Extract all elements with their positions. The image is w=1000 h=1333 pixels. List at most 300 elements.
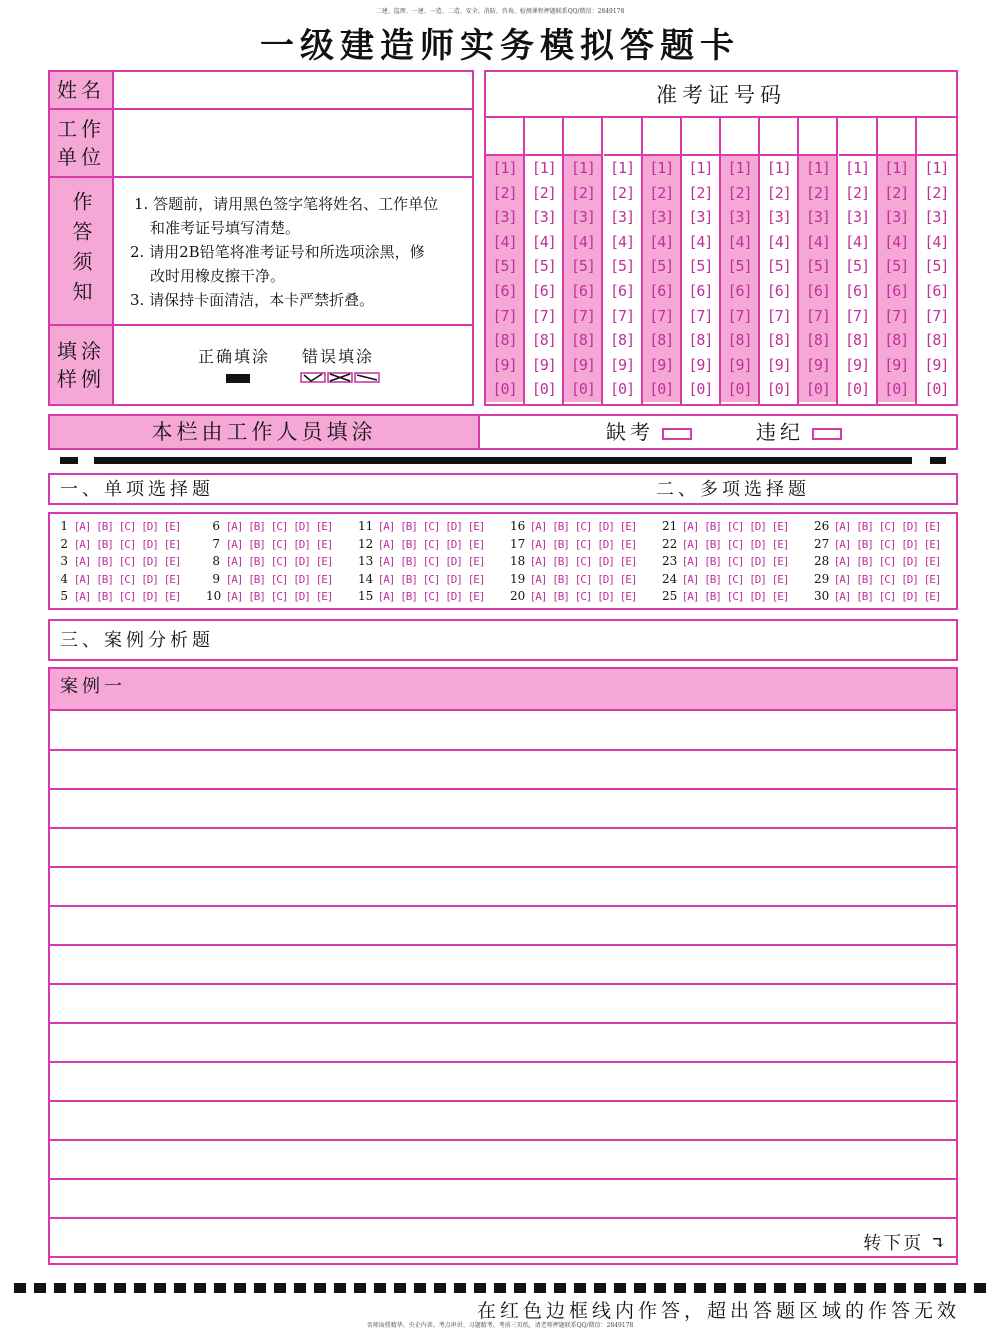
digit-bubble[interactable]: [3] <box>924 208 949 227</box>
digit-bubble[interactable]: [1] <box>845 159 870 177</box>
digit-bubble[interactable]: [0] <box>766 380 791 399</box>
digit-bubble[interactable]: [9] <box>649 355 674 374</box>
option-bubble[interactable]: [B] <box>546 537 569 551</box>
option-bubble[interactable]: [D] <box>287 572 310 586</box>
option-bubble[interactable]: [B] <box>90 520 113 533</box>
option-bubble[interactable]: [C] <box>873 555 896 569</box>
option-bubble[interactable]: [B] <box>90 555 113 569</box>
digit-bubble[interactable]: [4] <box>845 232 870 251</box>
option-bubble[interactable]: [A] <box>68 555 91 569</box>
option-bubble[interactable]: [A] <box>524 572 547 586</box>
digit-bubble[interactable]: [9] <box>531 355 556 374</box>
option-bubble[interactable]: [E] <box>462 520 485 533</box>
digit-bubble[interactable]: [5] <box>570 257 595 276</box>
option-bubble[interactable]: [E] <box>614 572 637 586</box>
timing-dash-line <box>14 1283 986 1293</box>
digit-bubble[interactable]: [6] <box>610 281 635 300</box>
option-bubble[interactable]: [E] <box>766 537 789 551</box>
option-bubble[interactable]: [D] <box>895 572 918 586</box>
option-bubble[interactable]: [C] <box>873 590 896 604</box>
option-bubble[interactable]: [A] <box>68 572 91 586</box>
option-bubble[interactable]: [D] <box>439 572 462 586</box>
option-bubble[interactable]: [C] <box>417 572 440 586</box>
choice-question <box>206 571 333 589</box>
digit-bubble[interactable]: [3] <box>766 208 791 227</box>
option-bubble[interactable]: [D] <box>591 555 614 569</box>
digit-bubble[interactable]: [5] <box>610 257 635 276</box>
option-bubble[interactable]: [A] <box>524 537 547 551</box>
digit-bubble[interactable]: [9] <box>610 355 635 374</box>
violation-box[interactable] <box>812 428 842 440</box>
digit-bubble[interactable]: [8] <box>845 331 870 350</box>
digit-bubble[interactable]: [4] <box>570 232 595 251</box>
option-bubble[interactable]: [D] <box>743 590 766 604</box>
option-bubble[interactable]: [A] <box>372 537 395 551</box>
option-bubble[interactable]: [C] <box>569 555 592 569</box>
digit-bubble[interactable]: [9] <box>570 355 595 374</box>
option-bubble[interactable]: [D] <box>439 555 462 569</box>
exam-digit-write-box[interactable] <box>799 118 836 156</box>
digit-bubble[interactable]: [6] <box>688 281 713 300</box>
option-bubble[interactable]: [D] <box>895 590 918 604</box>
digit-bubble[interactable]: [0] <box>610 380 635 399</box>
digit-bubble[interactable]: [4] <box>531 232 556 251</box>
digit-bubble[interactable]: [4] <box>924 232 949 251</box>
digit-bubble[interactable]: [7] <box>727 306 752 325</box>
digit-bubble[interactable]: [3] <box>727 208 752 227</box>
digit-bubble[interactable]: [3] <box>649 208 674 227</box>
digit-bubble[interactable]: [3] <box>531 208 556 227</box>
option-bubble[interactable]: [E] <box>918 537 941 551</box>
option-bubble[interactable]: [E] <box>310 537 333 551</box>
option-bubble[interactable]: [E] <box>158 537 181 551</box>
option-bubble[interactable]: [A] <box>68 590 91 604</box>
question-number: 15 <box>358 589 374 604</box>
digit-bubble[interactable]: [9] <box>924 355 949 374</box>
option-bubble[interactable]: [A] <box>68 520 91 533</box>
option-bubble[interactable]: [E] <box>158 520 181 533</box>
option-bubble[interactable]: [E] <box>918 520 941 533</box>
digit-bubble[interactable]: [2] <box>610 183 635 202</box>
digit-bubble[interactable]: [7] <box>924 306 949 325</box>
option-bubble[interactable]: [A] <box>828 537 851 551</box>
digit-bubble[interactable]: [6] <box>924 281 949 300</box>
digit-bubble[interactable]: [1] <box>570 159 595 177</box>
digit-bubble[interactable]: [0] <box>570 380 595 399</box>
digit-bubble[interactable]: [5] <box>766 257 791 276</box>
digit-bubble[interactable]: [9] <box>766 355 791 374</box>
exam-digit-write-box[interactable] <box>721 118 758 156</box>
digit-bubble[interactable]: [2] <box>727 183 752 202</box>
digit-bubble[interactable]: [1] <box>727 159 752 177</box>
digit-bubble[interactable]: [9] <box>688 355 713 374</box>
digit-bubble[interactable]: [8] <box>531 331 556 350</box>
digit-bubble[interactable]: [2] <box>492 183 517 202</box>
choice-question <box>206 536 333 554</box>
digit-bubble[interactable]: [1] <box>688 159 713 177</box>
digit-bubble[interactable]: [6] <box>531 281 556 300</box>
exam-digit-write-box[interactable] <box>682 118 719 156</box>
timing-bar <box>94 457 912 464</box>
option-bubble[interactable]: [C] <box>721 520 744 533</box>
option-bubble[interactable]: [C] <box>569 590 592 604</box>
option-bubble[interactable]: [C] <box>113 572 136 586</box>
option-bubble[interactable]: [A] <box>220 572 243 586</box>
exam-digit-write-box[interactable] <box>643 118 680 156</box>
digit-bubble[interactable]: [0] <box>845 380 870 399</box>
absent-item[interactable] <box>606 416 692 448</box>
choice-question <box>814 536 941 554</box>
digit-bubble[interactable]: [8] <box>924 331 949 350</box>
option-bubble[interactable]: [D] <box>135 520 158 533</box>
digit-bubble[interactable]: [3] <box>492 208 517 227</box>
option-bubble[interactable]: [B] <box>698 520 721 533</box>
option-bubble[interactable]: [A] <box>828 555 851 569</box>
option-bubble[interactable]: [A] <box>676 555 699 569</box>
option-bubble[interactable]: [C] <box>417 590 440 604</box>
option-bubble[interactable]: [A] <box>828 520 851 533</box>
option-bubble[interactable]: [C] <box>721 572 744 586</box>
option-bubble[interactable]: [A] <box>828 572 851 586</box>
option-bubble[interactable]: [C] <box>569 520 592 533</box>
option-bubble[interactable]: [D] <box>135 572 158 586</box>
option-bubble[interactable]: [B] <box>698 590 721 604</box>
option-bubble[interactable]: [A] <box>676 537 699 551</box>
digit-bubble[interactable]: [1] <box>805 159 830 177</box>
digit-bubble[interactable]: [4] <box>805 232 830 251</box>
option-bubble[interactable]: [A] <box>220 590 243 604</box>
digit-bubble[interactable]: [5] <box>492 257 517 276</box>
option-bubble[interactable]: [B] <box>546 555 569 569</box>
option-bubble[interactable]: [C] <box>721 555 744 569</box>
option-bubble[interactable]: [E] <box>310 572 333 586</box>
notice-label: 作答须知 <box>50 178 114 324</box>
option-bubble[interactable]: [A] <box>372 572 395 586</box>
option-bubble[interactable]: [C] <box>417 555 440 569</box>
option-bubble[interactable]: [A] <box>524 555 547 569</box>
digit-bubble[interactable]: [8] <box>688 331 713 350</box>
option-bubble[interactable]: [A] <box>524 590 547 604</box>
option-bubble[interactable]: [C] <box>265 555 288 569</box>
digit-bubble[interactable]: [7] <box>610 306 635 325</box>
option-bubble[interactable]: [D] <box>743 537 766 551</box>
option-bubble[interactable]: [D] <box>743 572 766 586</box>
option-bubble[interactable]: [D] <box>591 520 614 533</box>
option-bubble[interactable]: [A] <box>372 590 395 604</box>
option-bubble[interactable]: [D] <box>591 572 614 586</box>
option-bubble[interactable]: [B] <box>242 590 265 604</box>
digit-bubble[interactable]: [6] <box>727 281 752 300</box>
digit-bubble[interactable]: [0] <box>492 380 517 399</box>
option-bubble[interactable]: [A] <box>676 572 699 586</box>
option-bubble[interactable]: [D] <box>287 537 310 551</box>
option-bubble[interactable]: [C] <box>113 555 136 569</box>
option-bubble[interactable]: [A] <box>372 555 395 569</box>
digit-bubble[interactable]: [0] <box>924 380 949 399</box>
option-bubble[interactable]: [B] <box>394 555 417 569</box>
option-bubble[interactable]: [C] <box>417 537 440 551</box>
digit-bubble[interactable]: [8] <box>727 331 752 350</box>
exam-digit-write-box[interactable] <box>486 118 523 156</box>
option-bubble[interactable]: [B] <box>698 555 721 569</box>
digit-bubble[interactable]: [6] <box>570 281 595 300</box>
digit-bubble[interactable]: [2] <box>766 183 791 202</box>
digit-bubble[interactable]: [4] <box>649 232 674 251</box>
digit-bubble[interactable]: [8] <box>492 331 517 350</box>
option-bubble[interactable]: [B] <box>850 572 873 586</box>
option-bubble[interactable]: [B] <box>546 572 569 586</box>
digit-bubble[interactable]: [1] <box>649 159 674 177</box>
exam-digit-write-box[interactable] <box>564 118 601 156</box>
option-bubble[interactable]: [E] <box>766 555 789 569</box>
answer-line <box>50 827 956 829</box>
option-bubble[interactable]: [B] <box>850 520 873 533</box>
digit-bubble[interactable]: [2] <box>570 183 595 202</box>
digit-bubble[interactable]: [0] <box>688 380 713 399</box>
option-bubble[interactable]: [E] <box>158 555 181 569</box>
option-bubble[interactable]: [B] <box>242 572 265 586</box>
digit-bubble[interactable]: [5] <box>924 257 949 276</box>
digit-bubble[interactable]: [6] <box>805 281 830 300</box>
digit-bubble[interactable]: [9] <box>805 355 830 374</box>
digit-bubble[interactable]: [0] <box>805 380 830 399</box>
option-bubble[interactable]: [A] <box>220 555 243 569</box>
option-bubble[interactable]: [C] <box>721 590 744 604</box>
digit-bubble[interactable]: [6] <box>492 281 517 300</box>
option-bubble[interactable]: [E] <box>462 537 485 551</box>
digit-bubble[interactable]: [3] <box>805 208 830 227</box>
option-bubble[interactable]: [D] <box>287 520 310 533</box>
option-bubble[interactable]: [D] <box>743 555 766 569</box>
digit-bubble[interactable]: [4] <box>688 232 713 251</box>
option-bubble[interactable]: [B] <box>242 520 265 533</box>
option-bubble[interactable]: [C] <box>569 572 592 586</box>
digit-bubble[interactable]: [0] <box>649 380 674 399</box>
option-bubble[interactable]: [B] <box>90 590 113 604</box>
option-bubble[interactable]: [E] <box>158 572 181 586</box>
option-bubble[interactable]: [B] <box>698 572 721 586</box>
option-bubble[interactable]: [E] <box>766 520 789 533</box>
option-bubble[interactable]: [E] <box>462 590 485 604</box>
digit-bubble[interactable]: [8] <box>649 331 674 350</box>
digit-bubble[interactable]: [1] <box>531 159 556 177</box>
option-bubble[interactable]: [C] <box>265 537 288 551</box>
option-bubble[interactable]: [C] <box>569 537 592 551</box>
option-bubble[interactable]: [E] <box>918 555 941 569</box>
digit-bubble[interactable]: [6] <box>649 281 674 300</box>
option-bubble[interactable]: [E] <box>918 572 941 586</box>
option-bubble[interactable]: [C] <box>113 520 136 533</box>
digit-bubble[interactable]: [4] <box>492 232 517 251</box>
option-bubble[interactable]: [C] <box>873 572 896 586</box>
option-bubble[interactable]: [B] <box>242 555 265 569</box>
option-bubble[interactable]: [D] <box>135 555 158 569</box>
option-bubble[interactable]: [B] <box>546 590 569 604</box>
digit-bubble[interactable]: [5] <box>884 257 909 276</box>
digit-bubble[interactable]: [7] <box>845 306 870 325</box>
option-bubble[interactable]: [E] <box>462 555 485 569</box>
option-bubble[interactable]: [E] <box>614 555 637 569</box>
unit-field[interactable] <box>116 110 472 176</box>
option-bubble[interactable]: [E] <box>462 572 485 586</box>
digit-bubble[interactable]: [3] <box>884 208 909 227</box>
option-bubble[interactable]: [D] <box>439 537 462 551</box>
option-bubble[interactable]: [B] <box>850 590 873 604</box>
digit-bubble[interactable]: [1] <box>924 159 949 177</box>
option-bubble[interactable]: [A] <box>828 590 851 604</box>
digit-bubble[interactable]: [8] <box>610 331 635 350</box>
exam-digit-write-box[interactable] <box>917 118 956 156</box>
option-bubble[interactable]: [B] <box>394 520 417 533</box>
option-bubble[interactable]: [E] <box>310 520 333 533</box>
option-bubble[interactable]: [E] <box>766 590 789 604</box>
option-bubble[interactable]: [B] <box>90 572 113 586</box>
digit-bubble[interactable]: [6] <box>845 281 870 300</box>
exam-digit-write-box[interactable] <box>525 118 562 156</box>
option-bubble[interactable]: [B] <box>698 537 721 551</box>
violation-item[interactable] <box>756 416 842 448</box>
option-bubble[interactable]: [C] <box>265 590 288 604</box>
digit-bubble[interactable]: [5] <box>727 257 752 276</box>
digit-bubble[interactable]: [7] <box>884 306 909 325</box>
digit-bubble[interactable]: [9] <box>845 355 870 374</box>
option-bubble[interactable]: [D] <box>591 537 614 551</box>
digit-bubble[interactable]: [1] <box>884 159 909 177</box>
name-field[interactable] <box>116 72 472 108</box>
option-bubble[interactable]: [A] <box>676 590 699 604</box>
digit-bubble[interactable]: [8] <box>570 331 595 350</box>
answer-line <box>50 944 956 946</box>
option-bubble[interactable]: [A] <box>220 537 243 551</box>
option-bubble[interactable]: [B] <box>242 537 265 551</box>
digit-bubble[interactable]: [2] <box>845 183 870 202</box>
exam-digit-write-box[interactable] <box>878 118 915 156</box>
option-bubble[interactable]: [D] <box>895 555 918 569</box>
option-bubble[interactable]: [A] <box>68 537 91 551</box>
digit-bubble[interactable]: [2] <box>884 183 909 202</box>
option-bubble[interactable]: [B] <box>850 555 873 569</box>
digit-bubble[interactable]: [7] <box>492 306 517 325</box>
digit-bubble[interactable]: [5] <box>805 257 830 276</box>
option-bubble[interactable]: [B] <box>90 537 113 551</box>
exam-digit-write-box[interactable] <box>760 118 797 156</box>
exam-digit-write-box[interactable] <box>839 118 876 156</box>
option-bubble[interactable]: [E] <box>614 520 637 533</box>
digit-bubble[interactable]: [4] <box>766 232 791 251</box>
option-bubble[interactable]: [D] <box>287 590 310 604</box>
option-bubble[interactable]: [C] <box>113 537 136 551</box>
digit-bubble[interactable]: [4] <box>610 232 635 251</box>
option-bubble[interactable]: [D] <box>591 590 614 604</box>
digit-bubble[interactable]: [5] <box>531 257 556 276</box>
option-bubble[interactable]: [D] <box>439 520 462 533</box>
option-bubble[interactable]: [C] <box>873 537 896 551</box>
digit-bubble[interactable]: [1] <box>766 159 791 177</box>
option-bubble[interactable]: [D] <box>439 590 462 604</box>
option-bubble[interactable]: [D] <box>743 520 766 533</box>
digit-bubble[interactable]: [6] <box>884 281 909 300</box>
digit-bubble[interactable]: [0] <box>727 380 752 399</box>
choice-question <box>510 571 637 589</box>
option-bubble[interactable]: [A] <box>524 520 547 533</box>
digit-bubble[interactable]: [7] <box>766 306 791 325</box>
option-bubble[interactable]: [D] <box>895 537 918 551</box>
option-bubble[interactable]: [B] <box>394 537 417 551</box>
option-bubble[interactable]: [C] <box>721 537 744 551</box>
option-bubble[interactable]: [C] <box>113 590 136 604</box>
digit-bubble[interactable]: [9] <box>884 355 909 374</box>
digit-bubble[interactable]: [9] <box>727 355 752 374</box>
digit-bubble[interactable]: [1] <box>492 159 517 177</box>
digit-bubble[interactable]: [2] <box>924 183 949 202</box>
digit-bubble[interactable]: [8] <box>766 331 791 350</box>
option-bubble[interactable]: [E] <box>310 590 333 604</box>
digit-bubble[interactable]: [5] <box>649 257 674 276</box>
option-bubble[interactable]: [B] <box>394 572 417 586</box>
case-answer-area[interactable] <box>48 667 958 1265</box>
digit-bubble[interactable]: [2] <box>649 183 674 202</box>
digit-bubble[interactable]: [7] <box>649 306 674 325</box>
exam-digit-write-box[interactable] <box>604 118 641 156</box>
option-bubble[interactable]: [E] <box>766 572 789 586</box>
digit-bubble[interactable]: [2] <box>531 183 556 202</box>
digit-bubble[interactable]: [7] <box>688 306 713 325</box>
digit-bubble[interactable]: [1] <box>610 159 635 177</box>
option-bubble[interactable]: [B] <box>394 590 417 604</box>
option-bubble[interactable]: [D] <box>895 520 918 533</box>
digit-bubble[interactable]: [4] <box>884 232 909 251</box>
digit-bubble[interactable]: [7] <box>570 306 595 325</box>
digit-bubble[interactable]: [3] <box>845 208 870 227</box>
option-bubble[interactable]: [C] <box>265 520 288 533</box>
option-bubble[interactable]: [E] <box>158 590 181 604</box>
digit-bubble[interactable]: [5] <box>688 257 713 276</box>
option-bubble[interactable]: [A] <box>676 520 699 533</box>
option-bubble[interactable]: [C] <box>873 520 896 533</box>
digit-bubble[interactable]: [7] <box>531 306 556 325</box>
option-bubble[interactable]: [B] <box>850 537 873 551</box>
digit-bubble[interactable]: [8] <box>884 331 909 350</box>
digit-bubble[interactable]: [3] <box>610 208 635 227</box>
option-bubble[interactable]: [E] <box>310 555 333 569</box>
choice-question <box>510 588 637 606</box>
option-bubble[interactable]: [D] <box>287 555 310 569</box>
digit-bubble[interactable]: [0] <box>531 380 556 399</box>
digit-bubble[interactable]: [6] <box>766 281 791 300</box>
option-bubble[interactable]: [A] <box>372 520 395 533</box>
option-bubble[interactable]: [E] <box>614 537 637 551</box>
digit-bubble[interactable]: [8] <box>805 331 830 350</box>
digit-bubble[interactable]: [5] <box>845 257 870 276</box>
digit-bubble[interactable]: [2] <box>688 183 713 202</box>
option-bubble[interactable]: [A] <box>220 520 243 533</box>
digit-bubble[interactable]: [2] <box>805 183 830 202</box>
digit-bubble[interactable]: [3] <box>570 208 595 227</box>
absent-box[interactable] <box>662 428 692 440</box>
option-bubble[interactable]: [E] <box>614 590 637 604</box>
digit-bubble[interactable]: [9] <box>492 355 517 374</box>
option-bubble[interactable]: [D] <box>135 537 158 551</box>
digit-bubble[interactable]: [3] <box>688 208 713 227</box>
option-bubble[interactable]: [C] <box>417 520 440 533</box>
digit-bubble[interactable]: [7] <box>805 306 830 325</box>
digit-bubble[interactable]: [4] <box>727 232 752 251</box>
option-bubble[interactable]: [C] <box>265 572 288 586</box>
digit-bubble[interactable]: [0] <box>884 380 909 399</box>
option-bubble[interactable]: [D] <box>135 590 158 604</box>
option-bubble[interactable]: [E] <box>918 590 941 604</box>
option-bubble[interactable]: [B] <box>546 520 569 533</box>
